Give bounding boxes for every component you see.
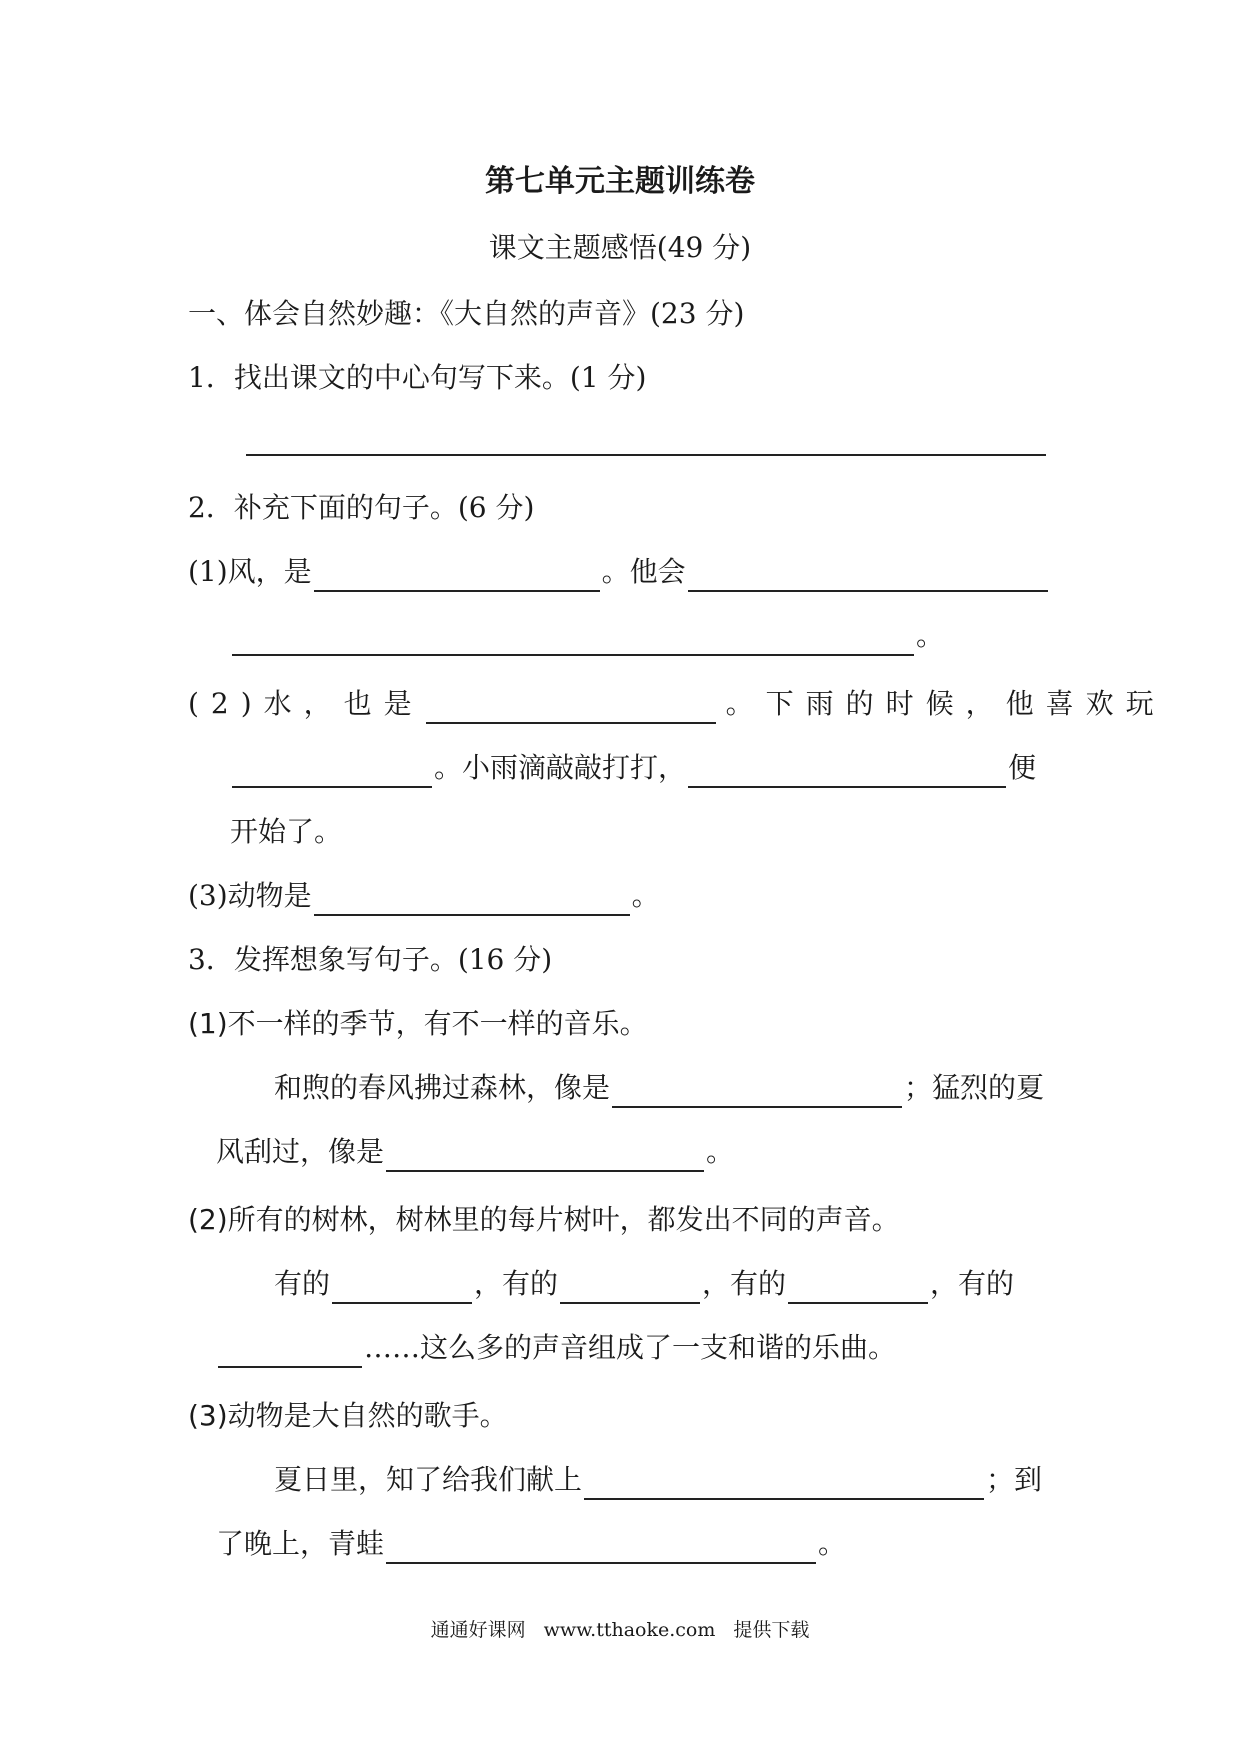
page-subtitle: 课文主题感悟(49 分): [488, 231, 752, 264]
text: 夏日里，知了给我们献上: [274, 1463, 583, 1496]
text: 。他会: [601, 555, 686, 588]
text: (3)动物是: [188, 879, 312, 912]
footer-site-name: 通通好课网: [430, 1619, 526, 1641]
text: ……这么多的声音组成了一支和谐的乐曲。: [364, 1331, 897, 1364]
question-1-label: 1．找出课文的中心句写下来。(1 分): [188, 361, 647, 394]
answer-blank[interactable]: [314, 880, 630, 916]
text: (2)水，也是: [188, 687, 424, 720]
answer-blank[interactable]: [314, 556, 600, 592]
text: 。小雨滴敲敲打打，: [434, 751, 687, 784]
answer-blank[interactable]: [246, 420, 1046, 456]
answer-blank[interactable]: [426, 688, 716, 724]
footer-url[interactable]: www.tthaoke.com: [543, 1619, 716, 1641]
question-2-item-2-cont: [230, 744, 1036, 788]
question-3-prompt-2: [188, 1196, 900, 1240]
question-2-item-1-cont: [230, 612, 944, 656]
question-3-item-1-cont: [216, 1128, 734, 1172]
page-title: 第七单元主题训练卷: [485, 164, 755, 199]
text: 。: [916, 619, 945, 652]
question-3-label: 3．发挥想象写句子。(16 分): [188, 943, 553, 976]
question-2-item-2-end: [230, 808, 342, 852]
text: 便: [1008, 751, 1037, 784]
question-3: [188, 936, 552, 980]
question-3-item-2: [274, 1260, 1014, 1304]
text: (1)不一样的季节，有不一样的音乐。: [188, 1007, 648, 1040]
question-2-item-1: [188, 548, 1050, 592]
question-2-item-2: [188, 680, 1166, 724]
text: 。: [818, 1527, 847, 1560]
text: ；猛烈的夏: [904, 1071, 1045, 1104]
answer-blank[interactable]: [788, 1268, 928, 1304]
text: 开始了。: [230, 815, 343, 848]
answer-blank[interactable]: [232, 620, 914, 656]
question-3-item-3: [274, 1456, 1042, 1500]
question-3-prompt-3: [188, 1392, 508, 1436]
text: 。: [631, 879, 660, 912]
text: ，有的: [702, 1267, 787, 1300]
text: ；到: [986, 1463, 1043, 1496]
question-2-item-3: [188, 872, 660, 916]
text: (3)动物是大自然的歌手。: [188, 1399, 508, 1432]
text: ，有的: [474, 1267, 559, 1300]
question-3-prompt-1: [188, 1000, 648, 1044]
text: 。: [706, 1135, 735, 1168]
question-2: [188, 484, 534, 528]
question-2-label: 2．补充下面的句子。(6 分): [188, 491, 535, 524]
question-3-item-1: [274, 1064, 1044, 1108]
text: 。下雨的时候，他喜欢玩: [725, 687, 1166, 720]
answer-blank[interactable]: [612, 1072, 902, 1108]
question-1-answer-row: [244, 412, 1048, 456]
question-3-item-3-cont: [216, 1520, 846, 1564]
section-heading: [188, 290, 744, 334]
answer-blank[interactable]: [688, 556, 1048, 592]
question-3-item-2-cont: [216, 1324, 896, 1368]
answer-blank[interactable]: [560, 1268, 700, 1304]
answer-blank[interactable]: [386, 1528, 816, 1564]
text: 和煦的春风拂过森林，像是: [274, 1071, 611, 1104]
text: (2)所有的树林，树林里的每片树叶，都发出不同的声音。: [188, 1203, 900, 1236]
answer-blank[interactable]: [386, 1136, 704, 1172]
text: 风刮过，像是: [216, 1135, 385, 1168]
footer-note: 提供下载: [733, 1619, 810, 1641]
text: (1)风，是: [188, 555, 312, 588]
section-heading-text: 一、体会自然妙趣：《大自然的声音》(23 分): [188, 297, 745, 330]
answer-blank[interactable]: [232, 752, 432, 788]
text: 了晚上，青蛙: [216, 1527, 385, 1560]
page-footer: [0, 1616, 1240, 1644]
text: 有的: [274, 1267, 331, 1300]
answer-blank[interactable]: [218, 1332, 362, 1368]
question-1: [188, 354, 646, 398]
answer-blank[interactable]: [584, 1464, 984, 1500]
text: ，有的: [930, 1267, 1015, 1300]
answer-blank[interactable]: [332, 1268, 472, 1304]
answer-blank[interactable]: [688, 752, 1006, 788]
